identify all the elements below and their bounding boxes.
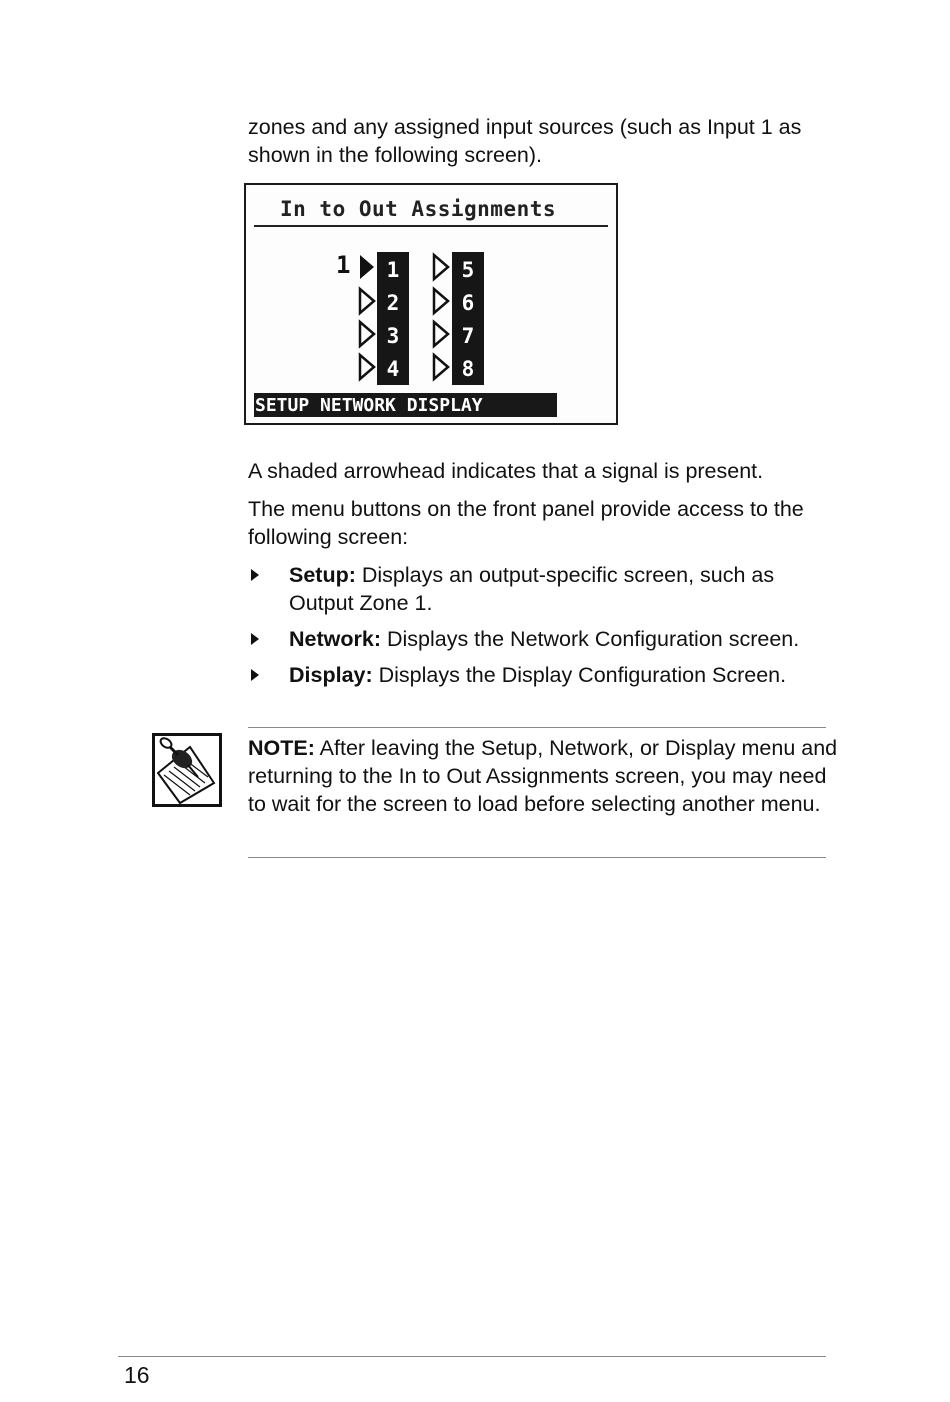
arrowhead-4 (360, 355, 374, 379)
note-body: After leaving the Setup, Network, or Display menu and returning to the In to Out Assignments screen, you may need to wait for the screen to load before selecting another menu. (248, 736, 838, 816)
arrowhead-2 (360, 289, 374, 313)
arrowhead-5 (434, 255, 448, 279)
arrowhead-6 (434, 289, 448, 313)
output-number: 1 (386, 258, 400, 282)
bullet-arrow-icon (251, 669, 259, 681)
output-number: 7 (461, 324, 475, 348)
bullet-term: Setup: (289, 563, 356, 587)
output-number: 8 (461, 357, 475, 381)
output-number: 5 (461, 258, 475, 282)
lcd-menu-bar: SETUP NETWORK DISPLAY (254, 393, 557, 417)
bullet-term: Display: (289, 663, 373, 687)
note-top-rule (248, 727, 826, 728)
bullet-arrow-icon (251, 633, 259, 645)
note-label: NOTE: (248, 736, 315, 760)
lcd-screenshot (244, 183, 618, 425)
output-number: 3 (386, 324, 400, 348)
intro-paragraph: zones and any assigned input sources (such as Input 1 as shown in the following screen). (248, 115, 802, 167)
note-text (248, 734, 838, 818)
arrowhead-7 (434, 322, 448, 346)
note-bottom-rule (248, 857, 826, 858)
output-column-1 (377, 252, 409, 385)
arrowhead-3 (360, 322, 374, 346)
lcd-title: In to Out Assignments (280, 197, 557, 221)
arrowhead-8 (434, 355, 448, 379)
bullet-arrow-icon (251, 569, 259, 581)
arrowhead-filled-1 (360, 255, 374, 279)
output-number: 2 (386, 291, 400, 315)
bullet-text: Displays the Network Configuration screen. (380, 627, 800, 651)
shaded-arrowhead-paragraph: A shaded arrowhead indicates that a signal is present. (248, 459, 764, 483)
bullet-text: Displays the Display Configuration Screen. (372, 663, 787, 687)
lcd-arrowheads (246, 185, 616, 423)
bullet-text: Displays an output-specific screen, such as Output Zone 1. (289, 563, 775, 615)
lcd-input-label: 1 (336, 251, 351, 279)
output-number: 4 (386, 357, 400, 381)
page-number: 16 (124, 1362, 150, 1388)
output-column-2 (452, 252, 484, 385)
note-pushpin-icon (152, 733, 222, 807)
bullet-term: Network: (289, 627, 381, 651)
output-number: 6 (461, 291, 475, 315)
menu-intro-paragraph: The menu buttons on the front panel provide access to the following screen: (248, 497, 804, 549)
footer-rule (118, 1356, 826, 1357)
